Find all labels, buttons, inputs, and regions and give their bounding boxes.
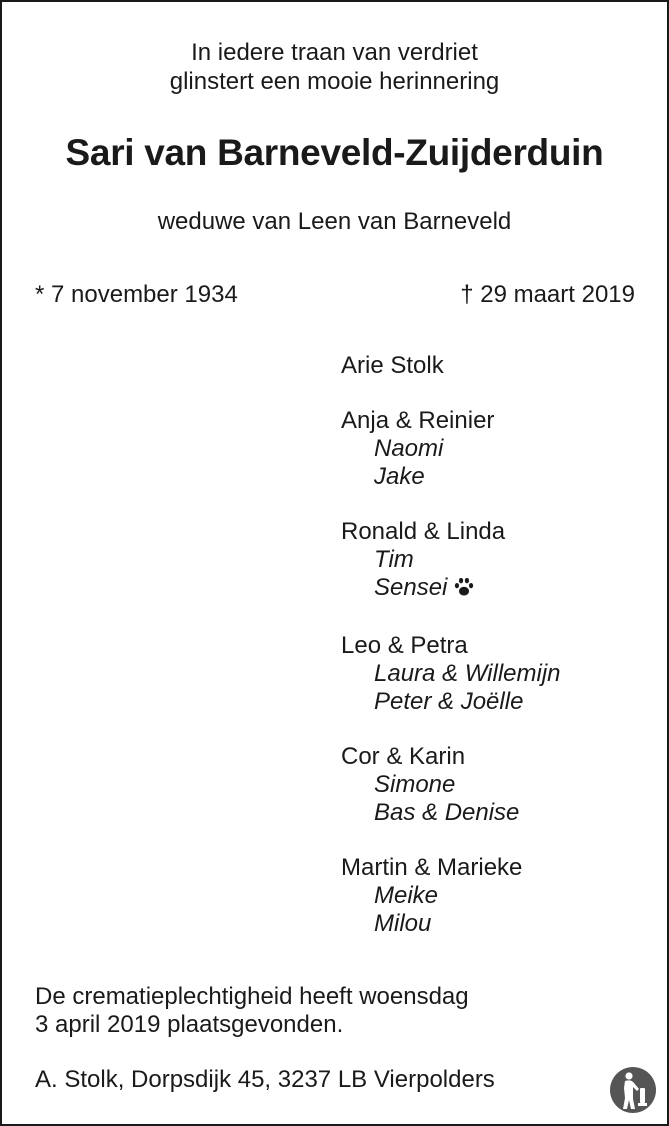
family-group bbox=[341, 632, 641, 716]
family-parent: Arie Stolk bbox=[341, 352, 444, 379]
family-child: Jake bbox=[374, 463, 425, 490]
family-child: Simone bbox=[374, 771, 456, 798]
service-notice bbox=[35, 983, 469, 1039]
motto-line-1: In iedere traan van verdriet bbox=[191, 39, 478, 66]
family-child: Naomi bbox=[374, 435, 444, 462]
service-line-1: De crematieplechtigheid heeft woensdag bbox=[35, 983, 469, 1010]
family-list bbox=[341, 352, 641, 965]
family-group bbox=[341, 854, 641, 938]
death-date: † 29 maart 2019 bbox=[460, 281, 635, 308]
family-parent: Anja & Reinier bbox=[341, 407, 495, 434]
family-child: Bas & Denise bbox=[374, 799, 520, 826]
family-parent: Martin & Marieke bbox=[341, 854, 523, 881]
family-group bbox=[341, 743, 641, 827]
family-child-with-pet bbox=[341, 574, 641, 605]
family-child: Tim bbox=[374, 546, 414, 573]
service-line-2: 3 april 2019 plaatsgevonden. bbox=[35, 1011, 344, 1038]
deceased-subtitle: weduwe van Leen van Barneveld bbox=[157, 208, 512, 235]
family-group bbox=[341, 518, 641, 605]
family-child-name: Sensei bbox=[374, 574, 448, 601]
family-parent: Cor & Karin bbox=[341, 743, 466, 770]
birth-date: * 7 november 1934 bbox=[35, 281, 238, 308]
family-child: Milou bbox=[374, 910, 432, 937]
mourning-figure-logo-icon bbox=[609, 1066, 657, 1114]
family-child: Peter & Joëlle bbox=[374, 688, 524, 715]
family-group bbox=[341, 407, 641, 491]
motto bbox=[2, 38, 667, 96]
family-parent: Leo & Petra bbox=[341, 632, 468, 659]
paw-icon bbox=[453, 576, 475, 605]
family-child: Meike bbox=[374, 882, 439, 909]
family-child: Laura & Willemijn bbox=[374, 660, 561, 687]
motto-line-2: glinstert een mooie herinnering bbox=[169, 68, 500, 95]
deceased-name: Sari van Barneveld-Zuijderduin bbox=[65, 132, 604, 173]
family-group bbox=[341, 352, 641, 380]
correspondence-address: A. Stolk, Dorpsdijk 45, 3237 LB Vierpolders bbox=[35, 1066, 495, 1093]
family-parent: Ronald & Linda bbox=[341, 518, 506, 545]
